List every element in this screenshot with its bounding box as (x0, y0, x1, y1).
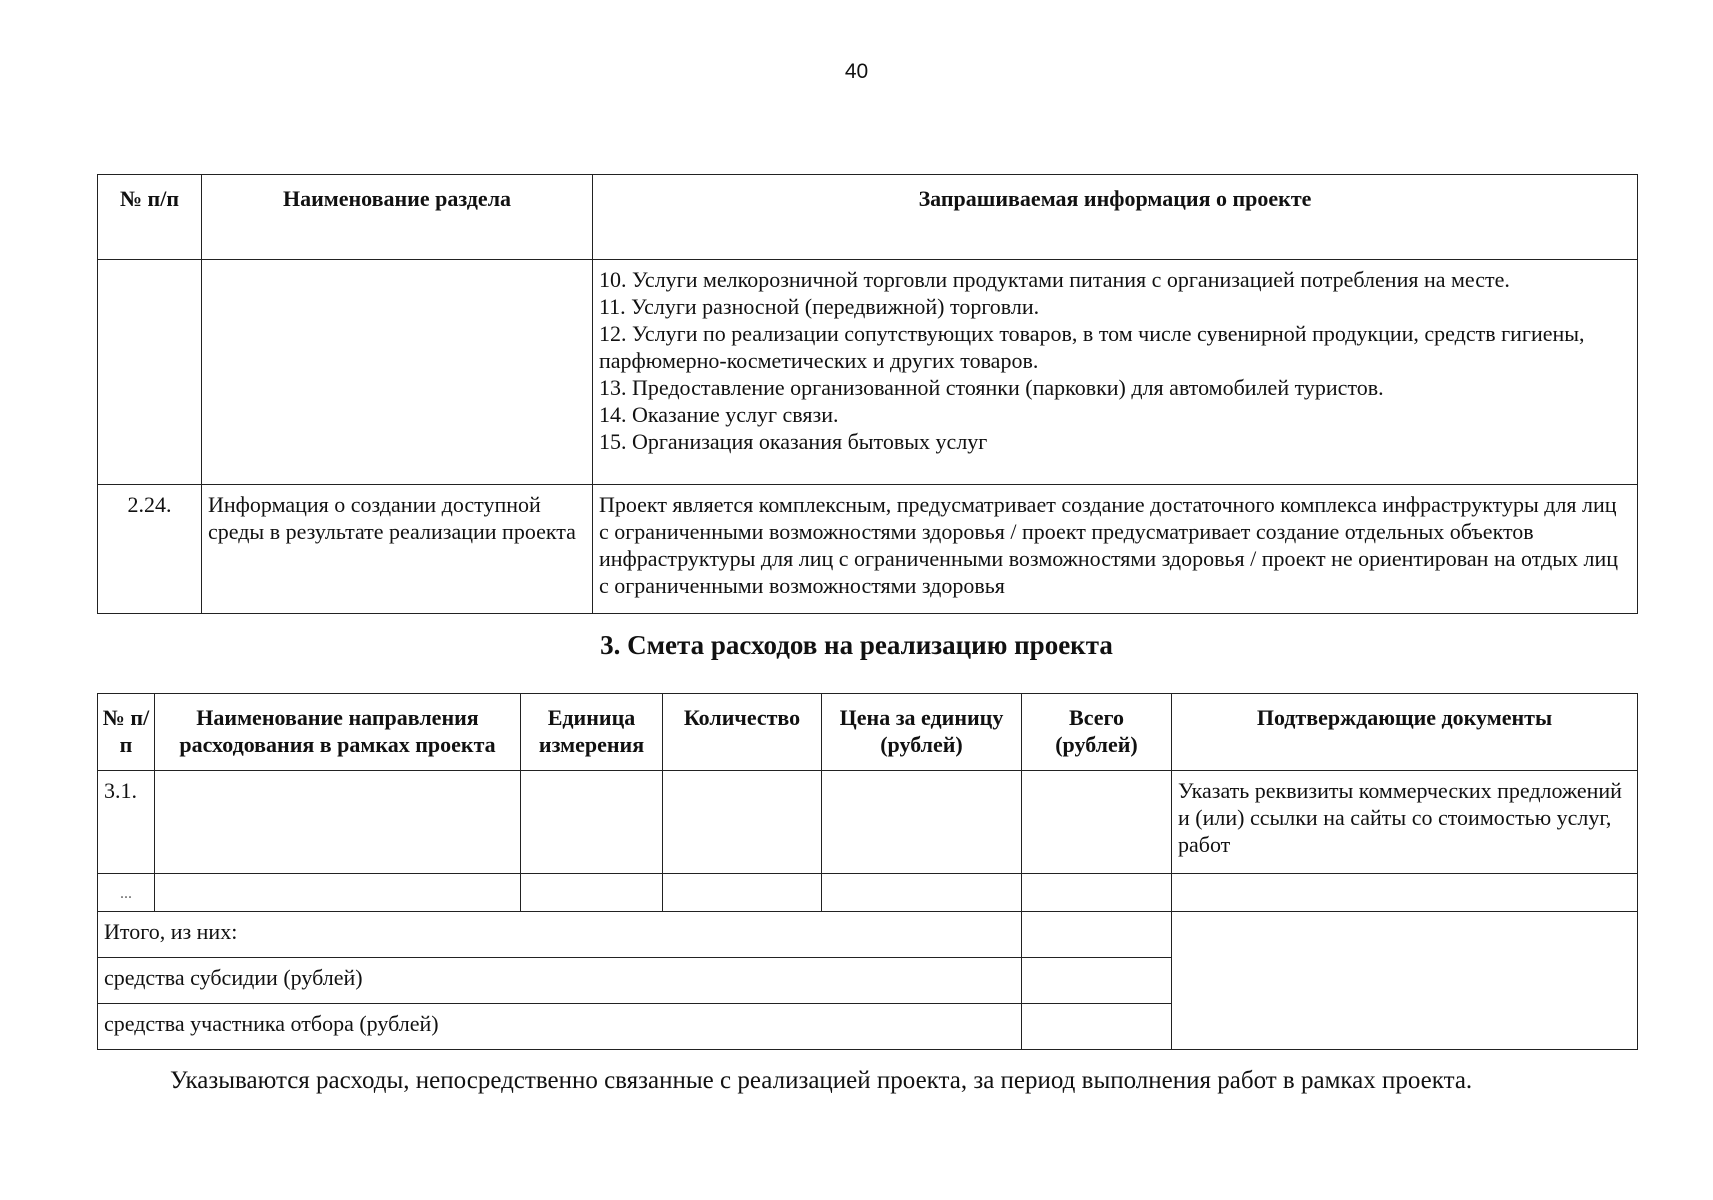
totals-documents-cell (1172, 912, 1638, 1050)
header-requested-info: Запрашиваемая информация о проекте (593, 175, 1638, 260)
cell-expense-direction (155, 771, 521, 874)
participant-funds-label: средства участника отбора (рублей) (98, 1004, 1022, 1050)
header-number: № п/п (98, 694, 155, 771)
table-header-row (98, 175, 1638, 260)
table-row (98, 485, 1638, 614)
row-section-name: Информация о создании доступной среды в результате реализации проекта (202, 485, 593, 614)
table-row (98, 874, 1638, 912)
cell-supporting-documents (1172, 874, 1638, 912)
info-item: 15. Организация оказания бытовых услуг (599, 429, 988, 454)
header-quantity: Количество (663, 694, 822, 771)
participant-funds-value (1022, 1004, 1172, 1050)
header-unit-price: Цена за единицу (рублей) (822, 694, 1022, 771)
header-number: № п/п (98, 175, 202, 260)
table-row (98, 260, 1638, 485)
page-number: 40 (844, 60, 869, 83)
row-section-name (202, 260, 593, 485)
info-item: 13. Предоставление организованной стоянки (парковки) для автомобилей туристов. (599, 375, 1384, 400)
section-title: 3. Смета расходов на реализацию проекта (600, 630, 1113, 660)
cell-supporting-documents: Указать реквизиты коммерческих предложений и (или) ссылки на сайты со стоимостью услуг, работ (1172, 771, 1638, 874)
cell-total (1022, 771, 1172, 874)
cell-total (1022, 874, 1172, 912)
header-supporting-documents: Подтверждающие документы (1172, 694, 1638, 771)
subsidy-label: средства субсидии (рублей) (98, 958, 1022, 1004)
row-number: 3.1. (98, 771, 155, 874)
table-row (98, 771, 1638, 874)
cell-quantity (663, 771, 822, 874)
row-number: ... (98, 874, 155, 912)
info-item: 10. Услуги мелкорозничной торговли продуктами питания с организацией потребления на месте. (599, 267, 1510, 292)
footnote: Указываются расходы, непосредственно связанные с реализацией проекта, за период выполнения работ в рамках проекта. (170, 1067, 1473, 1094)
row-info: Проект является комплексным, предусматривает создание достаточного комплекса инфраструктуры для лиц с ограниченными возможностями здоровья / проект предусматривает создание отдельных объектов инфраструктуры для лиц с ограниченными возможностями здоровья / проект не ориентирован на отдых лиц с ограниченными возможностями здоровья (593, 485, 1638, 614)
row-number (98, 260, 202, 485)
total-label: Итого, из них: (98, 912, 1022, 958)
project-info-table (97, 174, 1638, 614)
total-value (1022, 912, 1172, 958)
header-section-name: Наименование раздела (202, 175, 593, 260)
cell-unit-price (822, 771, 1022, 874)
subsidy-value (1022, 958, 1172, 1004)
table-header-row (98, 694, 1638, 771)
info-item: 11. Услуги разносной (передвижной) торговли. (599, 294, 1040, 319)
cost-estimate-table (97, 693, 1638, 1050)
row-number: 2.24. (98, 485, 202, 614)
total-row (98, 912, 1638, 958)
header-total: Всего (рублей) (1022, 694, 1172, 771)
cell-unit (521, 874, 663, 912)
header-expense-direction: Наименование направления расходования в рамках проекта (155, 694, 521, 771)
info-item: 12. Услуги по реализации сопутствующих товаров, в том числе сувенирной продукции, средств гигиены, парфюмерно-косметических и других товаров. (599, 321, 1585, 373)
cell-unit (521, 771, 663, 874)
info-item: 14. Оказание услуг связи. (599, 402, 839, 427)
cell-quantity (663, 874, 822, 912)
header-unit: Единица измерения (521, 694, 663, 771)
row-info-list (593, 260, 1638, 485)
cell-expense-direction (155, 874, 521, 912)
cell-unit-price (822, 874, 1022, 912)
